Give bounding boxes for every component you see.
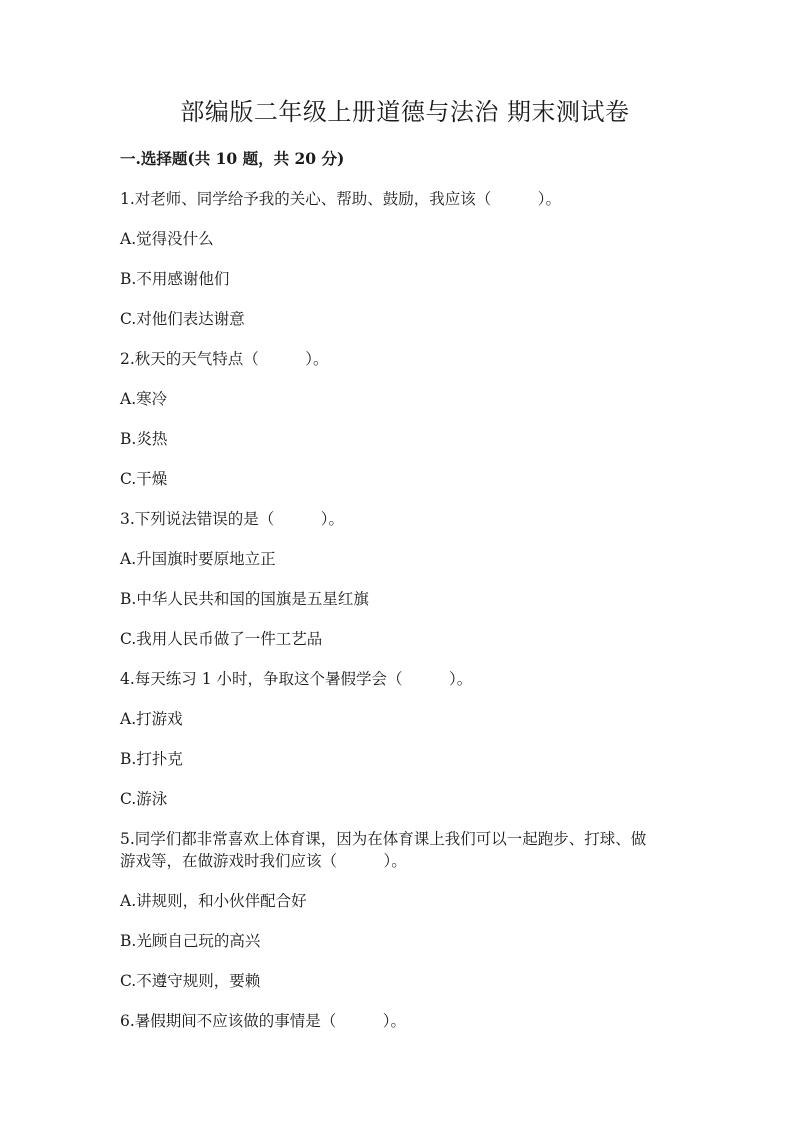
option-a: A.寒冷	[120, 390, 168, 408]
option-c: C.不遵守规则，要赖	[120, 972, 261, 990]
option-a: A.觉得没什么	[120, 230, 214, 248]
section-heading: 一.选择题(共 10 题，共 20 分)	[120, 149, 345, 168]
option-c: C.干燥	[120, 470, 168, 488]
option-a: A.升国旗时要原地立正	[120, 550, 276, 568]
option-c: C.对他们表达谢意	[120, 310, 245, 328]
option-a: A.打游戏	[120, 710, 183, 728]
question-stem: 1.对老师、同学给予我的关心、帮助、鼓励，我应该（ ）。	[120, 190, 562, 208]
option-c: C.游泳	[120, 790, 168, 808]
option-c: C.我用人民币做了一件工艺品	[120, 630, 323, 648]
question-stem-line-1: 5.同学们都非常喜欢上体育课，因为在体育课上我们可以一起跑步、打球、做	[120, 830, 647, 848]
question-stem: 6.暑假期间不应该做的事情是（ ）。	[120, 1012, 407, 1030]
option-b: B.不用感谢他们	[120, 270, 230, 288]
question-stem: 3.下列说法错误的是（ ）。	[120, 510, 345, 528]
option-b: B.炎热	[120, 430, 168, 448]
option-a: A.讲规则，和小伙伴配合好	[120, 892, 307, 910]
option-b: B.中华人民共和国的国旗是五星红旗	[120, 590, 369, 608]
question-stem-line-2: 游戏等，在做游戏时我们应该（ ）。	[120, 852, 407, 870]
question-stem: 2.秋天的天气特点（ ）。	[120, 350, 329, 368]
page-title: 部编版二年级上册道德与法治 期末测试卷	[180, 98, 630, 126]
option-b: B.光顾自己玩的高兴	[120, 932, 261, 950]
option-b: B.打扑克	[120, 750, 183, 768]
question-stem: 4.每天练习 1 小时，争取这个暑假学会（ ）。	[120, 670, 473, 688]
